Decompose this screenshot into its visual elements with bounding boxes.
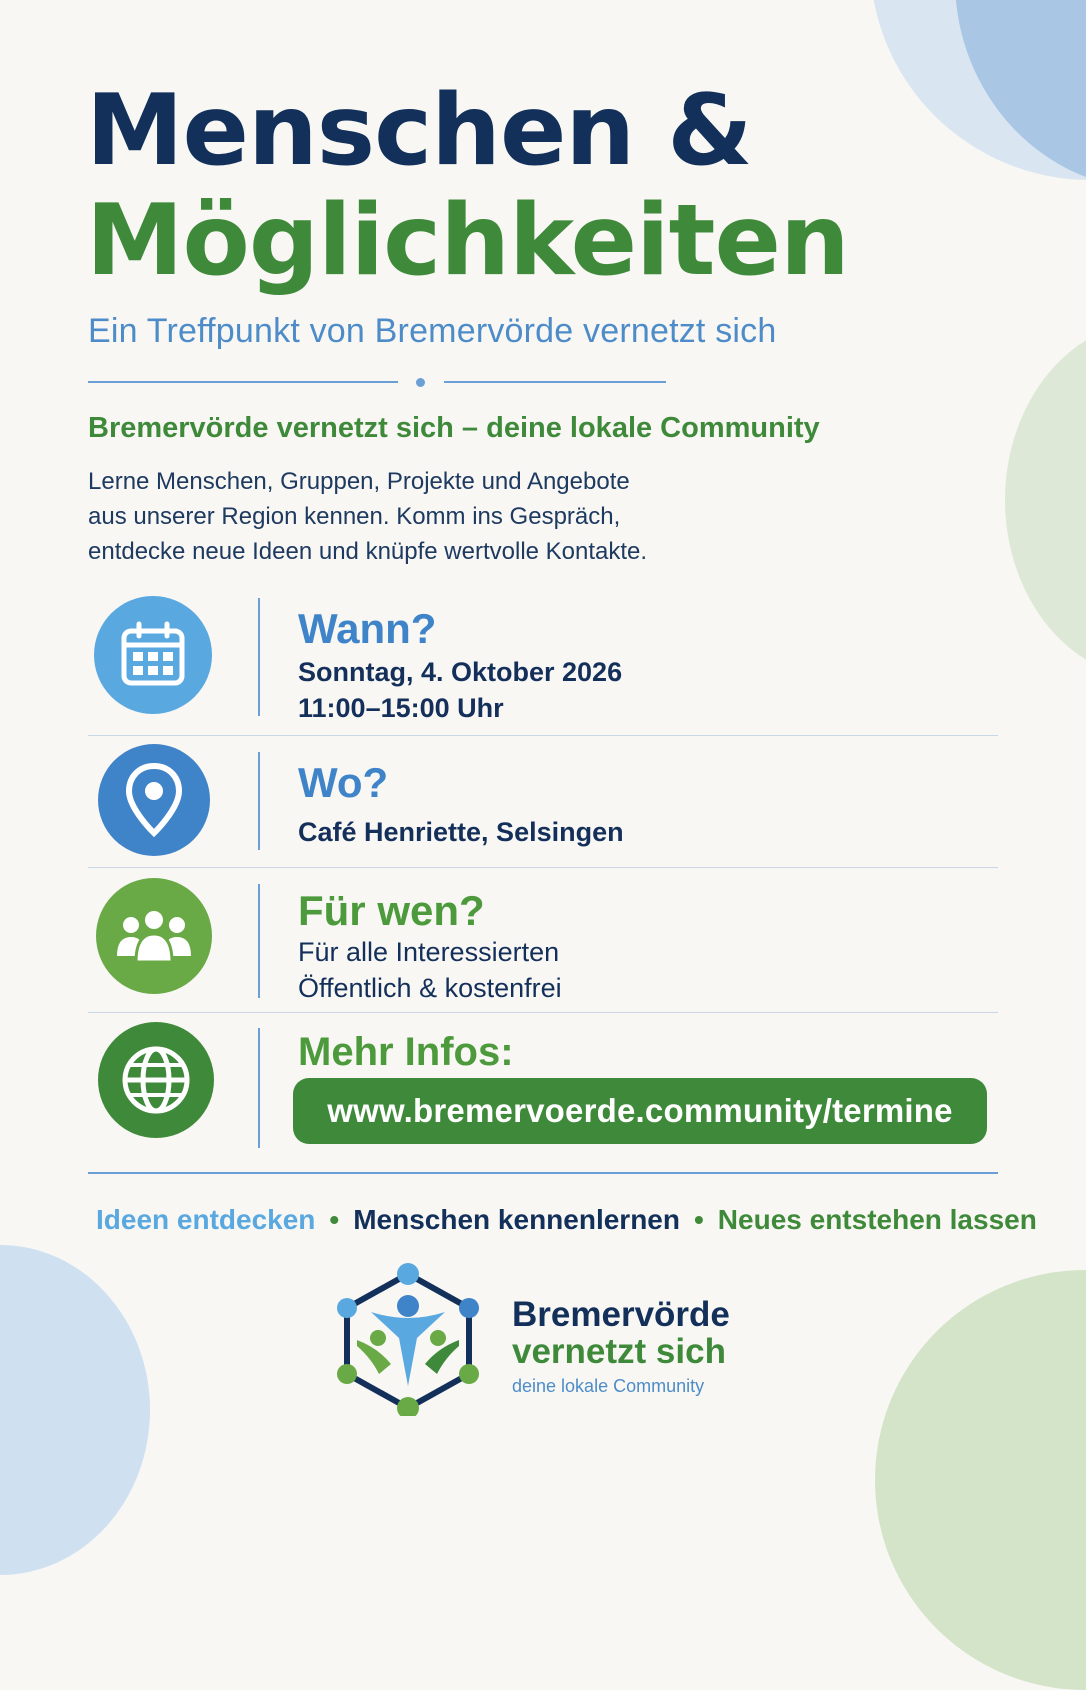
when-time: 11:00–15:00 Uhr xyxy=(298,693,504,723)
people-icon xyxy=(96,878,212,994)
when-title: Wann? xyxy=(298,605,437,652)
info-row-who xyxy=(88,874,998,1008)
title-line-2: Möglichkeiten xyxy=(86,184,849,298)
intro-line: aus unserer Region kennen. Komm ins Gespräch, xyxy=(88,503,621,530)
who-details xyxy=(298,934,562,1006)
header-divider-left xyxy=(88,381,398,383)
when-details xyxy=(298,654,622,726)
row-divider-vertical xyxy=(258,884,260,998)
where-details xyxy=(298,814,624,850)
row-separator xyxy=(88,1012,998,1013)
community-logo-icon xyxy=(333,1262,483,1416)
logo-wordmark xyxy=(512,1296,730,1397)
logo-line-1: Bremervörde xyxy=(512,1295,730,1334)
footer-divider xyxy=(88,1172,998,1174)
intro-line: entdecke neue Ideen und knüpfe wertvolle Kontakte. xyxy=(88,538,648,565)
tagline: Bremervörde vernetzt sich – deine lokale Community xyxy=(88,412,820,444)
who-cost: Öffentlich & kostenfrei xyxy=(298,973,562,1003)
website-url: www.bremervoerde.community/termine xyxy=(327,1092,953,1129)
website-link-button[interactable] xyxy=(293,1078,987,1144)
location-pin-icon xyxy=(98,744,210,856)
row-divider-vertical xyxy=(258,752,260,850)
decorative-circle-right xyxy=(1005,320,1086,680)
slogan-2: Menschen kennenlernen xyxy=(353,1204,680,1235)
row-separator xyxy=(88,867,998,868)
when-date: Sonntag, 4. Oktober 2026 xyxy=(298,657,623,687)
where-title: Wo? xyxy=(298,759,389,806)
globe-icon xyxy=(98,1022,214,1138)
row-divider-vertical xyxy=(258,598,260,716)
row-separator xyxy=(88,735,998,736)
logo-line-3: deine lokale Community xyxy=(512,1376,705,1396)
subtitle: Ein Treffpunkt von Bremervörde vernetzt sich xyxy=(88,312,777,350)
intro-text xyxy=(88,464,748,569)
header-divider-dot xyxy=(416,378,425,387)
intro-line: Lerne Menschen, Gruppen, Projekte und Angebote xyxy=(88,468,630,495)
who-audience: Für alle Interessierten xyxy=(298,937,560,967)
info-row-when xyxy=(88,592,998,732)
row-divider-vertical xyxy=(258,1028,260,1148)
decorative-circle-bottom-right xyxy=(875,1270,1086,1690)
info-row-more xyxy=(88,1018,998,1158)
info-row-where xyxy=(88,742,998,864)
slogan-3: Neues entstehen lassen xyxy=(717,1204,1037,1235)
decorative-circle-bottom-left xyxy=(0,1245,150,1575)
slogan-bar xyxy=(96,1204,1037,1236)
slogan-1: Ideen entdecken xyxy=(96,1204,316,1235)
where-location: Café Henriette, Selsingen xyxy=(298,817,624,847)
slogan-separator: • xyxy=(693,1204,704,1235)
title-line-1: Menschen & xyxy=(86,74,752,188)
slogan-separator: • xyxy=(329,1204,340,1235)
calendar-icon xyxy=(94,596,212,714)
logo-line-2: vernetzt sich xyxy=(512,1332,726,1371)
header-divider-right xyxy=(444,381,666,383)
who-title: Für wen? xyxy=(298,887,485,934)
more-title: Mehr Infos: xyxy=(298,1030,514,1074)
